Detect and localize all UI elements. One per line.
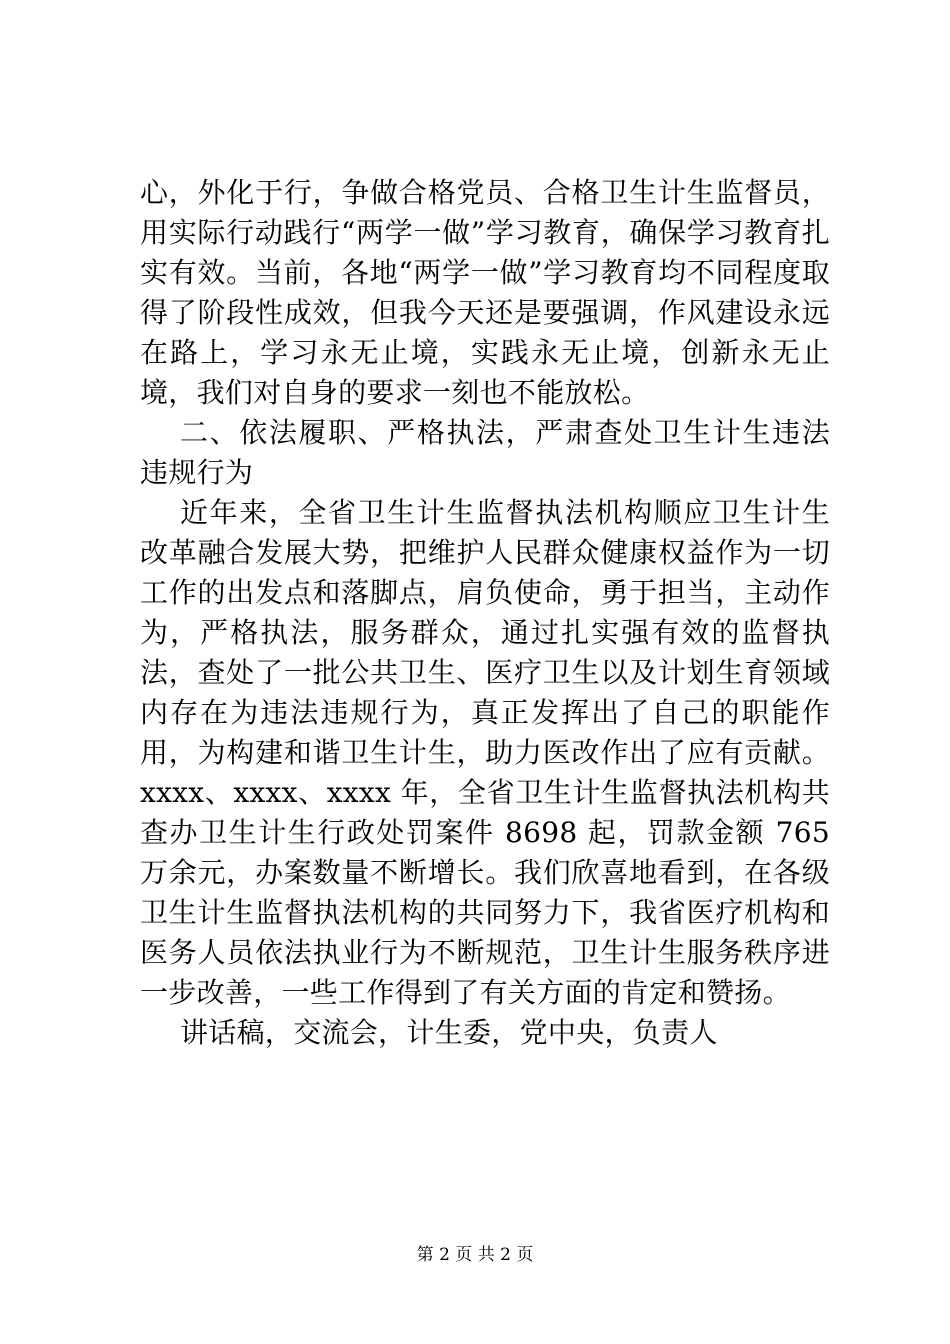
paragraph-body: 近年来，全省卫生计生监督执法机构顺应卫生计生改革融合发展大势，把维护人民群众健康权益作为一切工作的出发点和落脚点，肩负使命，勇于担当，主动作为，严格执法，服务群众，通过扎实强有效的监督执法，查处了一批公共卫生、医疗卫生以及计划生育领域内存在为违法违规行为，真正发挥出了自己的职能作用，为构建和谐卫生计生，助力医改作出了应有贡献。xxxx、xxxx、xxxx 年，全省卫生计生监督执法机构共查办卫生计生行政处罚案件 8698 起，罚款金额 765 万余元，办案数量不断增长。我们欣喜地看到，在各级卫生计生监督执法机构的共同努力下，我省医疗机构和医务人员依法执业行为不断规范，卫生计生服务秩序进一步改善，一些工作得到了有关方面的肯定和赞扬。 xyxy=(140,496,830,1009)
page-number-footer: 第 2 页 共 2 页 xyxy=(416,1245,534,1265)
paragraph-continuation: 心，外化于行，争做合格党员、合格卫生计生监督员，用实际行动践行“两学一做”学习教育，确保学习教育扎实有效。当前，各地“两学一做”学习教育均不同程度取得了阶段性成效，但我今天还是要强调，作风建设永远在路上，学习永无止境，实践永无止境，创新永无止境，我们对自身的要求一刻也不能放松。 xyxy=(140,176,830,409)
section-heading: 二、依法履职、严格执法，严肃查处卫生计生违法违规行为 xyxy=(140,416,830,489)
keywords-line: 讲话稿，交流会，计生委，党中央，负责人 xyxy=(180,1016,718,1049)
document-body xyxy=(140,173,830,1053)
